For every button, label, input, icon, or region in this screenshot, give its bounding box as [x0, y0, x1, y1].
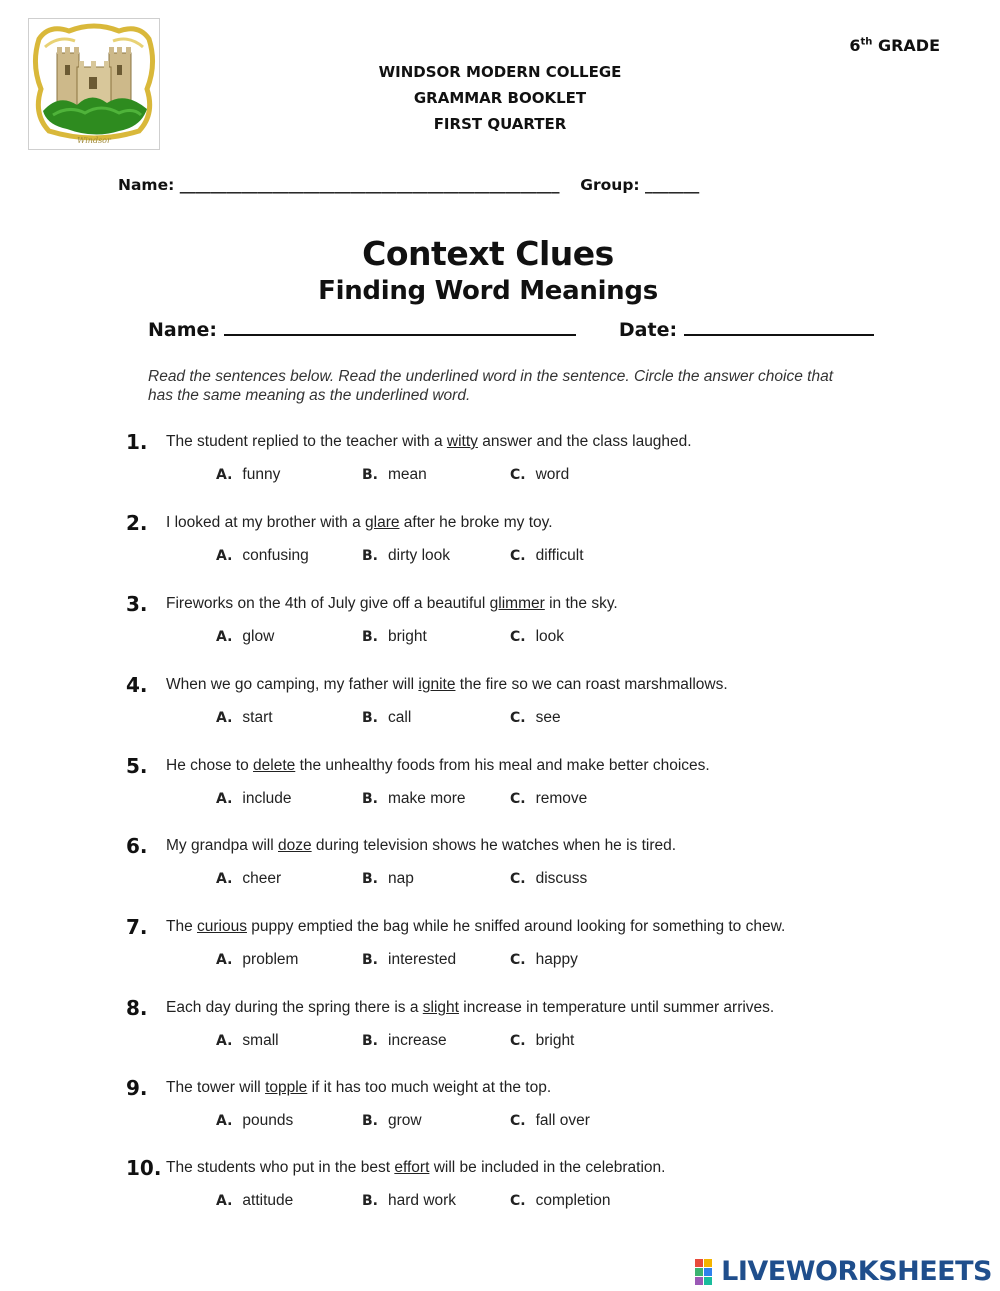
question-sentence [166, 757, 710, 775]
group-label: Group: [580, 176, 646, 194]
option-letter: B. [362, 791, 378, 807]
option-letter: A. [216, 1193, 233, 1209]
option-letter: A. [216, 710, 233, 726]
worksheet-title: Context Clues [362, 234, 614, 273]
instructions: Read the sentences below. Read the underlined word in the sentence. Circle the answer choice that has the same meaning as the underlined word. [148, 368, 834, 404]
option-b[interactable] [362, 870, 414, 888]
option-c[interactable] [510, 547, 584, 565]
option-c[interactable] [510, 709, 561, 727]
question-sentence [166, 918, 785, 936]
underlined-word: topple [265, 1079, 308, 1096]
option-a[interactable] [216, 1192, 293, 1210]
option-text: increase [388, 1032, 447, 1049]
option-text: bright [535, 1032, 575, 1049]
name-blank[interactable]: _________________________________________________ [179, 176, 560, 194]
option-letter: B. [362, 1113, 378, 1129]
sentence-before: He chose to [166, 757, 254, 774]
option-a[interactable] [216, 790, 292, 808]
question-sentence [166, 837, 676, 855]
option-letter: C. [510, 548, 526, 564]
option-c[interactable] [510, 1112, 590, 1130]
worksheet-name-line[interactable] [224, 316, 576, 336]
option-letter: C. [510, 1193, 526, 1209]
sentence-after: answer and the class laughed. [477, 433, 692, 450]
question-sentence [166, 433, 692, 451]
underlined-word: ignite [418, 676, 456, 693]
option-text: start [242, 709, 273, 726]
option-text: hard work [388, 1192, 457, 1209]
sentence-before: I looked at my brother with a [166, 514, 366, 531]
option-letter: A. [216, 467, 233, 483]
option-c[interactable] [510, 951, 578, 969]
question-number: 2. [126, 511, 148, 535]
option-c[interactable] [510, 870, 587, 888]
liveworksheets-logo-icon [695, 1259, 721, 1285]
option-text: difficult [535, 547, 584, 564]
option-text: remove [535, 790, 588, 807]
underlined-word: slight [422, 999, 459, 1016]
option-a[interactable] [216, 628, 274, 646]
option-b[interactable] [362, 547, 450, 565]
option-letter: B. [362, 548, 378, 564]
option-text: word [535, 466, 570, 483]
option-letter: A. [216, 952, 233, 968]
option-text: make more [388, 790, 466, 807]
option-text: interested [388, 951, 457, 968]
option-text: pounds [242, 1112, 294, 1129]
student-info-row [118, 176, 699, 194]
option-text: bright [388, 628, 427, 645]
sentence-before: The tower will [166, 1079, 266, 1096]
option-text: glow [242, 628, 275, 645]
question-number: 8. [126, 996, 148, 1020]
sentence-before: My grandpa will [166, 837, 278, 854]
sentence-after: after he broke my toy. [399, 514, 553, 531]
option-letter: C. [510, 1033, 526, 1049]
question-number: 7. [126, 915, 148, 939]
option-b[interactable] [362, 466, 427, 484]
sentence-after: will be included in the celebration. [429, 1159, 666, 1176]
question-number: 3. [126, 592, 148, 616]
question-number: 6. [126, 834, 148, 858]
question-sentence [166, 514, 553, 532]
option-letter: A. [216, 791, 233, 807]
option-b[interactable] [362, 1192, 456, 1210]
option-text: small [242, 1032, 279, 1049]
underlined-word: effort [394, 1159, 430, 1176]
option-text: completion [535, 1192, 611, 1209]
worksheet-date-label: Date: [618, 319, 678, 341]
quarter-label: FIRST QUARTER [433, 115, 567, 133]
option-b[interactable] [362, 790, 466, 808]
option-letter: B. [362, 710, 378, 726]
option-c[interactable] [510, 790, 587, 808]
school-name: WINDSOR MODERN COLLEGE [378, 63, 622, 81]
option-a[interactable] [216, 870, 281, 888]
option-letter: A. [216, 871, 233, 887]
footer-brand-text: LIVEWORKSHEETS [721, 1256, 992, 1287]
option-text: grow [388, 1112, 422, 1129]
option-text: problem [242, 951, 299, 968]
option-letter: B. [362, 467, 378, 483]
option-letter: B. [362, 952, 378, 968]
question-sentence [166, 999, 774, 1017]
option-text: nap [388, 870, 414, 887]
option-c[interactable] [510, 466, 569, 484]
sentence-after: during television shows he watches when he is tired. [311, 837, 677, 854]
worksheet-subtitle: Finding Word Meanings [318, 276, 658, 306]
option-letter: A. [216, 1113, 233, 1129]
option-letter: A. [216, 548, 233, 564]
option-b[interactable] [362, 628, 427, 646]
worksheet-name-date-row [148, 316, 874, 341]
underlined-word: delete [253, 757, 296, 774]
svg-text:Windsor: Windsor [77, 136, 111, 145]
option-letter: B. [362, 1033, 378, 1049]
option-text: cheer [242, 870, 282, 887]
option-text: include [242, 790, 292, 807]
booklet-title: GRAMMAR BOOKLET [413, 89, 587, 107]
underlined-word: doze [278, 837, 312, 854]
worksheet-date-line[interactable] [684, 316, 874, 336]
option-letter: C. [510, 952, 526, 968]
option-a[interactable] [216, 547, 309, 565]
sentence-after: if it has too much weight at the top. [307, 1079, 552, 1096]
option-b[interactable] [362, 951, 456, 969]
option-c[interactable] [510, 1192, 611, 1210]
footer-brand [695, 1256, 992, 1287]
option-c[interactable] [510, 1032, 574, 1050]
option-letter: C. [510, 1113, 526, 1129]
question-number: 9. [126, 1076, 148, 1100]
option-letter: B. [362, 629, 378, 645]
option-letter: A. [216, 1033, 233, 1049]
underlined-word: glimmer [489, 595, 545, 612]
option-letter: C. [510, 629, 526, 645]
option-text: funny [242, 466, 281, 483]
option-letter: A. [216, 629, 233, 645]
option-a[interactable] [216, 1112, 293, 1130]
question-sentence [166, 1079, 551, 1097]
option-text: fall over [535, 1112, 590, 1129]
option-text: mean [388, 466, 427, 483]
question-number: 4. [126, 673, 148, 697]
name-label: Name: [118, 176, 180, 194]
question-number: 5. [126, 754, 148, 778]
sentence-before: Each day during the spring there is a [166, 999, 423, 1016]
option-b[interactable] [362, 709, 411, 727]
sentence-after: the fire so we can roast marshmallows. [455, 676, 728, 693]
option-b[interactable] [362, 1032, 447, 1050]
worksheet-name-label: Name: [148, 319, 218, 341]
option-text: confusing [242, 547, 309, 564]
sentence-before: The students who put in the best [166, 1159, 395, 1176]
question-number: 10. [126, 1156, 162, 1180]
underlined-word: glare [365, 514, 400, 531]
sentence-after: increase in temperature until summer arrives. [458, 999, 775, 1016]
option-letter: C. [510, 871, 526, 887]
group-blank[interactable]: _______ [645, 176, 700, 194]
sentence-before: Fireworks on the 4th of July give off a beautiful [166, 595, 490, 612]
option-letter: B. [362, 1193, 378, 1209]
question-sentence [166, 676, 728, 694]
sentence-after: puppy emptied the bag while he sniffed around looking for something to chew. [246, 918, 786, 935]
option-letter: B. [362, 871, 378, 887]
option-text: happy [535, 951, 578, 968]
option-letter: C. [510, 467, 526, 483]
option-a[interactable] [216, 709, 273, 727]
option-c[interactable] [510, 628, 564, 646]
question-number: 1. [126, 430, 148, 454]
grade-level: 6th GRADE [849, 36, 940, 55]
sentence-before: The [166, 918, 198, 935]
option-text: attitude [242, 1192, 294, 1209]
option-text: dirty look [388, 547, 451, 564]
underlined-word: witty [446, 433, 478, 450]
sentence-before: The student replied to the teacher with a [166, 433, 447, 450]
option-letter: C. [510, 791, 526, 807]
option-a[interactable] [216, 1032, 279, 1050]
option-a[interactable] [216, 466, 280, 484]
question-sentence [166, 595, 618, 613]
underlined-word: curious [197, 918, 247, 935]
question-sentence [166, 1159, 665, 1177]
option-a[interactable] [216, 951, 298, 969]
option-text: look [535, 628, 565, 645]
option-text: see [535, 709, 561, 726]
sentence-after: the unhealthy foods from his meal and make better choices. [295, 757, 710, 774]
option-text: call [388, 709, 412, 726]
option-letter: C. [510, 710, 526, 726]
sentence-after: in the sky. [544, 595, 618, 612]
option-text: discuss [535, 870, 588, 887]
option-b[interactable] [362, 1112, 422, 1130]
sentence-before: When we go camping, my father will [166, 676, 419, 693]
